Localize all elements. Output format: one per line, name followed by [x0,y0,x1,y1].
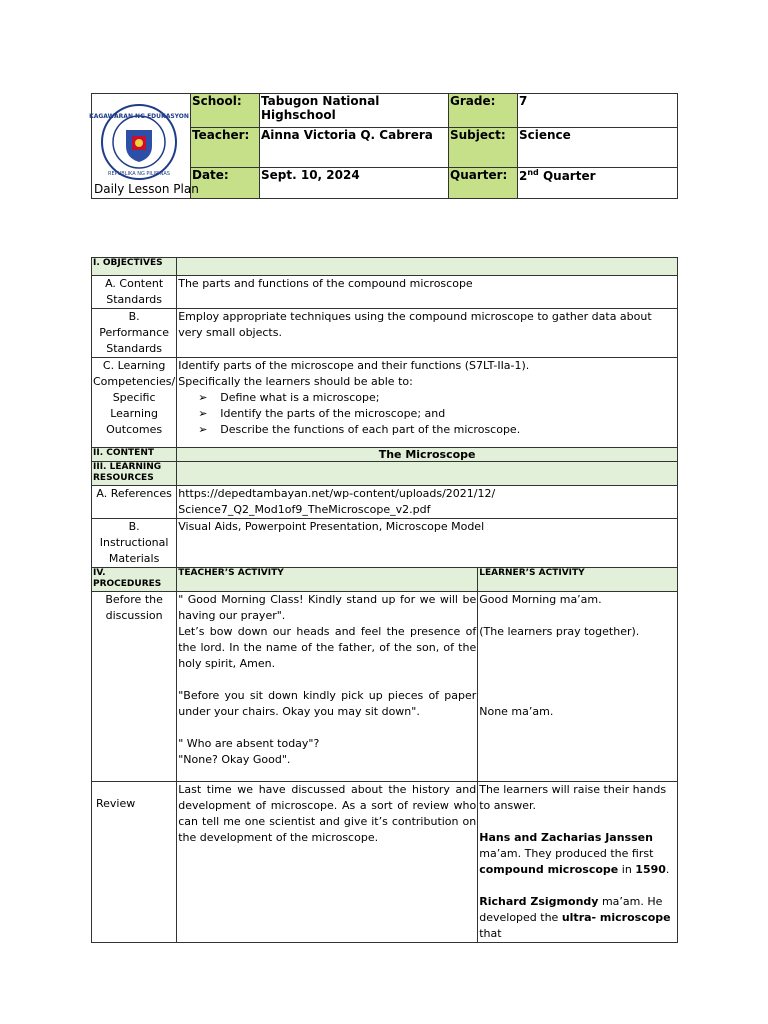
quarter-label: Quarter: [449,168,518,199]
school-label: School: [191,94,260,128]
learner-activity-header: LEARNER’S ACTIVITY [478,568,678,592]
content-standards-label: A. Content Standards [92,276,177,309]
content-standards-value: The parts and functions of the compound microscope [177,276,678,309]
review-label: Review [92,782,177,943]
procedures-heading: IV. PROCEDURES [92,568,177,592]
learning-competencies-value [177,358,678,448]
daily-lesson-plan-title: Daily Lesson Plan [94,182,199,196]
instructional-materials-value: Visual Aids, Powerpoint Presentation, Microscope Model [177,519,678,568]
instructional-materials-label: B. Instructional Materials [92,519,177,568]
objectives-heading: I. OBJECTIVES [92,258,177,276]
competency-list [178,390,676,438]
review-learner-activity: The learners will raise their hands to answer. Hans and Zacharias Janssen ma’am. They produced the first compound microscope in 1590. Richard Zsigmondy ma’am. He developed the ultra- microscope that [478,782,678,943]
content-heading: II. CONTENT [92,448,177,462]
header-table [91,93,678,199]
performance-standards-value: Employ appropriate techniques using the compound microscope to gather data about very small objects. [177,309,678,358]
seal-text-top: KAGAWARAN NG EDUKASYON [89,113,189,120]
content-value: The Microscope [177,448,678,462]
teacher-value: Ainna Victoria Q. Cabrera [260,128,449,168]
references-label: A. References [92,486,177,519]
before-discussion-label: Before the discussion [92,592,177,782]
competency-intro: Specifically the learners should be able to: [178,375,413,388]
before-learner-activity: Good Morning ma’am. (The learners pray together). None ma’am. [478,592,678,782]
performance-standards-label: B. Performance Standards [92,309,177,358]
before-teacher-activity: " Good Morning Class! Kindly stand up for we will be having our prayer". Let’s bow down our heads and feel the presence of the lord. In the name of the father, of the son, of the holy spirit, Amen. "Before you sit down kindly pick up pieces of paper under your chairs. Okay you may sit down". " Who are absent today"? "None? Okay Good". [177,592,478,782]
grade-value: 7 [518,94,678,128]
subject-label: Subject: [449,128,518,168]
school-value: Tabugon National Highschool [260,94,449,128]
list-item: ➢ Define what is a microscope; [198,390,676,406]
competency-code: Identify parts of the microscope and their functions (S7LT-IIa-1). [178,359,530,372]
logo-cell [89,94,199,199]
date-label: Date: [191,168,260,199]
review-teacher-activity: Last time we have discussed about the history and development of microscope. As a sort of review who can tell me one scientist and give it’s contribution on the development of the microscope. [177,782,478,943]
list-item: ➢ Identify the parts of the microscope; and [198,406,676,422]
date-value: Sept. 10, 2024 [260,168,449,199]
teacher-label: Teacher: [191,128,260,168]
learning-competencies-label: C. Learning Competencies/ Specific Learning Outcomes [92,358,177,448]
deped-seal-icon [89,104,189,180]
grade-label: Grade: [449,94,518,128]
seal-text-bottom: REPUBLIKA NG PILIPINAS [108,171,170,177]
quarter-value: 2nd Quarter [518,168,678,199]
lesson-plan-table [91,257,678,943]
resources-heading: III. LEARNING RESOURCES [92,462,177,486]
teacher-activity-header: TEACHER’S ACTIVITY [177,568,478,592]
list-item: ➢ Describe the functions of each part of the microscope. [198,422,676,438]
subject-value: Science [518,128,678,168]
references-value: https://depedtambayan.net/wp-content/uploads/2021/12/ Science7_Q2_Mod1of9_TheMicroscope_v2.pdf [177,486,678,519]
